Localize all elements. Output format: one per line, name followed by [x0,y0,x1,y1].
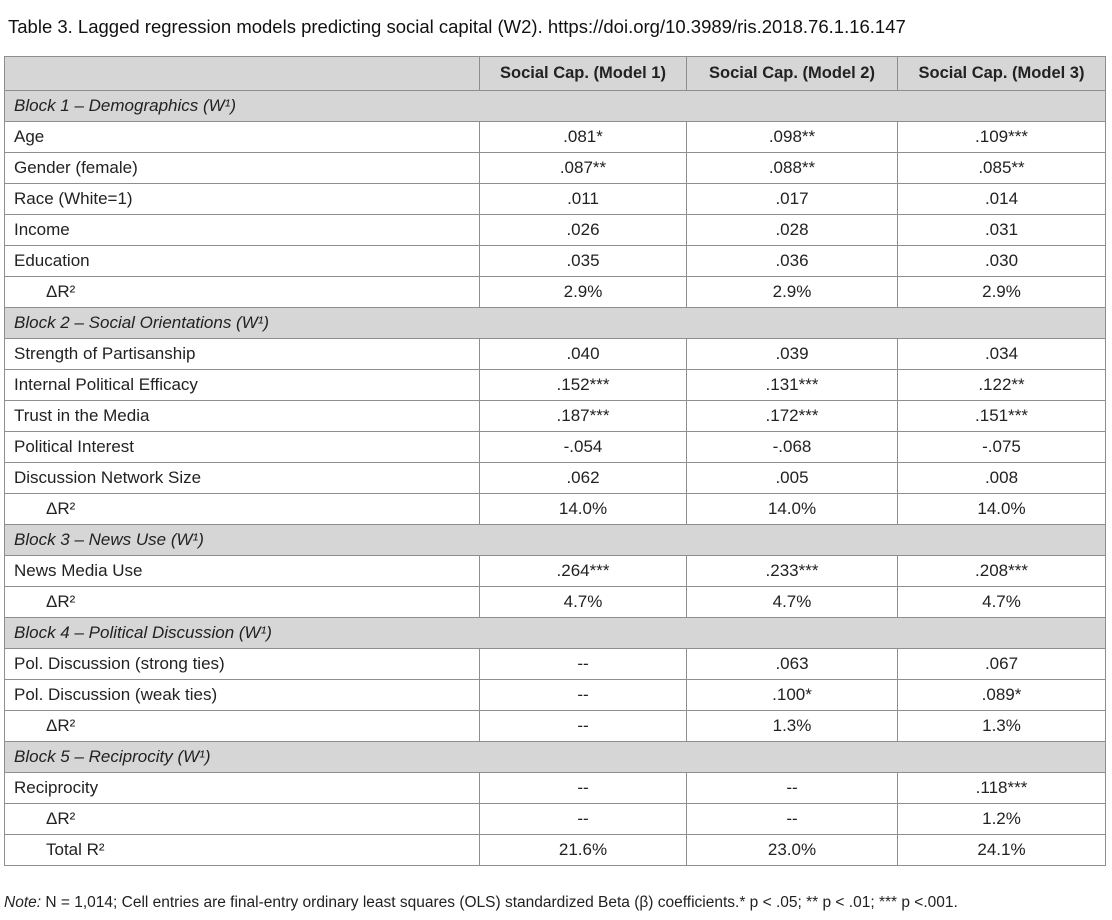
cell-model-2: -- [687,804,898,835]
cell-model-2: .028 [687,215,898,246]
block-header-row [5,742,1106,773]
cell-model-2: .131*** [687,370,898,401]
block-header-row [5,308,1106,339]
cell-model-1: .187*** [480,401,687,432]
table-header-row [5,57,1106,91]
table-row [5,773,1106,804]
row-label: Education [5,246,480,277]
cell-model-3: .014 [898,184,1106,215]
table-row [5,432,1106,463]
cell-model-1: 4.7% [480,587,687,618]
cell-model-3: 14.0% [898,494,1106,525]
block-title: Block 2 – Social Orientations (W¹) [5,308,1106,339]
cell-model-2: .005 [687,463,898,494]
cell-model-3: .208*** [898,556,1106,587]
table-note [4,894,958,912]
row-label: Age [5,122,480,153]
cell-model-2: .088** [687,153,898,184]
cell-model-2: .098** [687,122,898,153]
row-label: Strength of Partisanship [5,339,480,370]
row-label: Discussion Network Size [5,463,480,494]
cell-model-2: .063 [687,649,898,680]
cell-model-1: .035 [480,246,687,277]
cell-model-3: .118*** [898,773,1106,804]
header-model-3: Social Cap. (Model 3) [898,57,1106,91]
summary-row [5,804,1106,835]
table-row [5,649,1106,680]
block-header-row [5,618,1106,649]
row-label: Political Interest [5,432,480,463]
cell-model-2: 4.7% [687,587,898,618]
cell-model-2: 14.0% [687,494,898,525]
row-label: Trust in the Media [5,401,480,432]
row-label: ΔR² [5,494,480,525]
table-row [5,370,1106,401]
cell-model-3: .008 [898,463,1106,494]
table-row [5,246,1106,277]
row-label: Gender (female) [5,153,480,184]
cell-model-1: .040 [480,339,687,370]
cell-model-1: .026 [480,215,687,246]
cell-model-1: -- [480,680,687,711]
row-label: Pol. Discussion (weak ties) [5,680,480,711]
cell-model-3: 24.1% [898,835,1106,866]
cell-model-1: .087** [480,153,687,184]
summary-row [5,277,1106,308]
cell-model-1: 2.9% [480,277,687,308]
cell-model-2: .017 [687,184,898,215]
summary-row [5,711,1106,742]
summary-row [5,587,1106,618]
row-label: ΔR² [5,711,480,742]
table-row [5,153,1106,184]
cell-model-2: -.068 [687,432,898,463]
table-row [5,401,1106,432]
cell-model-1: -- [480,649,687,680]
cell-model-1: -- [480,773,687,804]
cell-model-2: 1.3% [687,711,898,742]
table-row [5,680,1106,711]
row-label: News Media Use [5,556,480,587]
header-model-2: Social Cap. (Model 2) [687,57,898,91]
row-label: Race (White=1) [5,184,480,215]
block-title: Block 4 – Political Discussion (W¹) [5,618,1106,649]
row-label: Income [5,215,480,246]
cell-model-1: .152*** [480,370,687,401]
table-row [5,463,1106,494]
cell-model-1: -- [480,711,687,742]
cell-model-2: .100* [687,680,898,711]
cell-model-3: 1.3% [898,711,1106,742]
block-title: Block 1 – Demographics (W¹) [5,91,1106,122]
row-label: Internal Political Efficacy [5,370,480,401]
block-title: Block 3 – News Use (W¹) [5,525,1106,556]
block-header-row [5,525,1106,556]
cell-model-1: .062 [480,463,687,494]
table-body [5,91,1106,866]
cell-model-1: .011 [480,184,687,215]
cell-model-2: .233*** [687,556,898,587]
cell-model-2: -- [687,773,898,804]
table-caption: Table 3. Lagged regression models predicting social capital (W2). https://doi.org/10.3989/ris.2018.76.1.16.147 [8,16,906,37]
cell-model-1: 14.0% [480,494,687,525]
note-text: N = 1,014; Cell entries are final-entry ordinary least squares (OLS) standardized Beta (β) coefficients.* p < .05; ** p < .01; *** p <.001. [41,894,958,911]
regression-table [4,56,1106,866]
cell-model-2: .172*** [687,401,898,432]
table-row [5,215,1106,246]
block-header-row [5,91,1106,122]
cell-model-1: .264*** [480,556,687,587]
row-label: Reciprocity [5,773,480,804]
row-label: ΔR² [5,277,480,308]
cell-model-2: .036 [687,246,898,277]
row-label: ΔR² [5,804,480,835]
cell-model-3: .067 [898,649,1106,680]
cell-model-1: -- [480,804,687,835]
row-label: ΔR² [5,587,480,618]
table-row [5,339,1106,370]
cell-model-2: 23.0% [687,835,898,866]
table-row [5,122,1106,153]
cell-model-1: 21.6% [480,835,687,866]
cell-model-3: .109*** [898,122,1106,153]
block-title: Block 5 – Reciprocity (W¹) [5,742,1106,773]
table-row [5,184,1106,215]
cell-model-3: .089* [898,680,1106,711]
row-label: Pol. Discussion (strong ties) [5,649,480,680]
cell-model-2: .039 [687,339,898,370]
summary-row [5,494,1106,525]
header-label-column [5,57,480,91]
note-prefix: Note: [4,894,42,911]
cell-model-3: 2.9% [898,277,1106,308]
table-row [5,556,1106,587]
cell-model-3: .031 [898,215,1106,246]
cell-model-2: 2.9% [687,277,898,308]
cell-model-1: -.054 [480,432,687,463]
cell-model-3: .085** [898,153,1106,184]
cell-model-3: 4.7% [898,587,1106,618]
cell-model-3: 1.2% [898,804,1106,835]
cell-model-1: .081* [480,122,687,153]
cell-model-3: -.075 [898,432,1106,463]
cell-model-3: .122** [898,370,1106,401]
cell-model-3: .030 [898,246,1106,277]
header-model-1: Social Cap. (Model 1) [480,57,687,91]
row-label: Total R² [5,835,480,866]
cell-model-3: .151*** [898,401,1106,432]
cell-model-3: .034 [898,339,1106,370]
summary-row [5,835,1106,866]
